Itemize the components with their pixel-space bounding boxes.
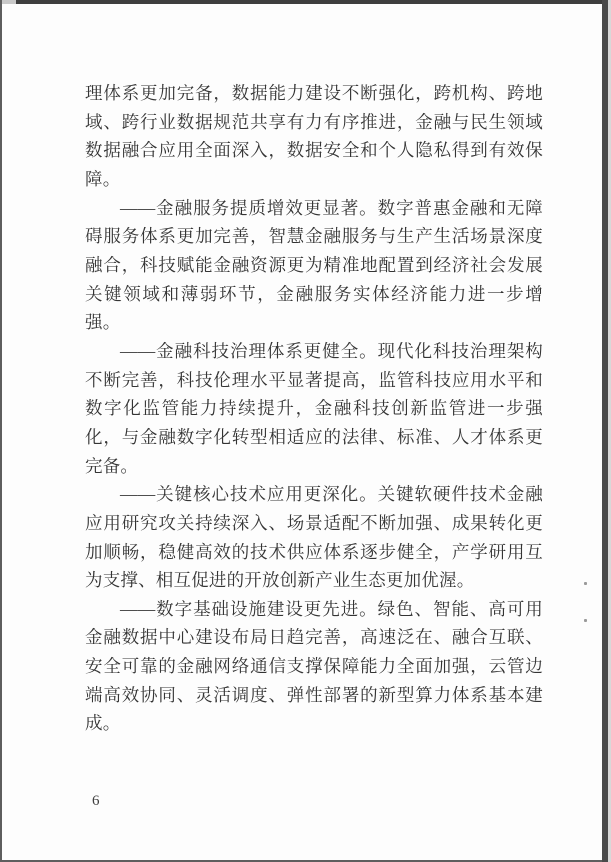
- page-number: 6: [92, 793, 100, 809]
- paragraph-fintech-governance: ——金融科技治理体系更健全。现代化科技治理架构不断完善，科技伦理水平显著提高，监管科技应用水平和数字化监管能力持续提升，金融科技创新监管进一步强化，与金融数字化转型相适应的法律、标准、人才体系更完备。: [85, 340, 543, 476]
- paragraph-continuation: 理体系更加完备，数据能力建设不断强化，跨机构、跨地域、跨行业数据规范共享有力有序推进，金融与民生领域数据融合应用全面深入，数据安全和个人隐私得到有效保障。: [85, 83, 543, 189]
- paragraph-core-technology: ——关键核心技术应用更深化。关键软硬件技术金融应用研究攻关持续深入、场景适配不断加强、成果转化更加顺畅，稳健高效的技术供应体系逐步健全，产学研用互为支撑、相互促进的开放创新产业生态更加优渥。: [85, 484, 543, 591]
- paragraph-digital-infrastructure: ——数字基础设施建设更先进。绿色、智能、高可用金融数据中心建设布局日趋完善，高速泛在、融合互联、安全可靠的金融网络通信支撑保障能力全面加强，云管边端高效协同、灵活调度、弹性部署的新型算力体系基本建成。: [85, 598, 543, 734]
- scan-edge-top-corner: [0, 0, 16, 4]
- scan-speck: [584, 619, 587, 622]
- document-body-text: [85, 79, 543, 738]
- paragraph-financial-services: ——金融服务提质增效更显著。数字普惠金融和无障碍服务体系更加完善，智慧金融服务与生产生活场景深度融合，科技赋能金融资源更为精准地配置到经济社会发展关键领域和薄弱环节，金融服务实体经济能力进一步增强。: [85, 197, 543, 333]
- scan-edge-top: [16, 0, 611, 4]
- scan-edge-left: [0, 0, 2, 862]
- scan-speck: [584, 582, 587, 585]
